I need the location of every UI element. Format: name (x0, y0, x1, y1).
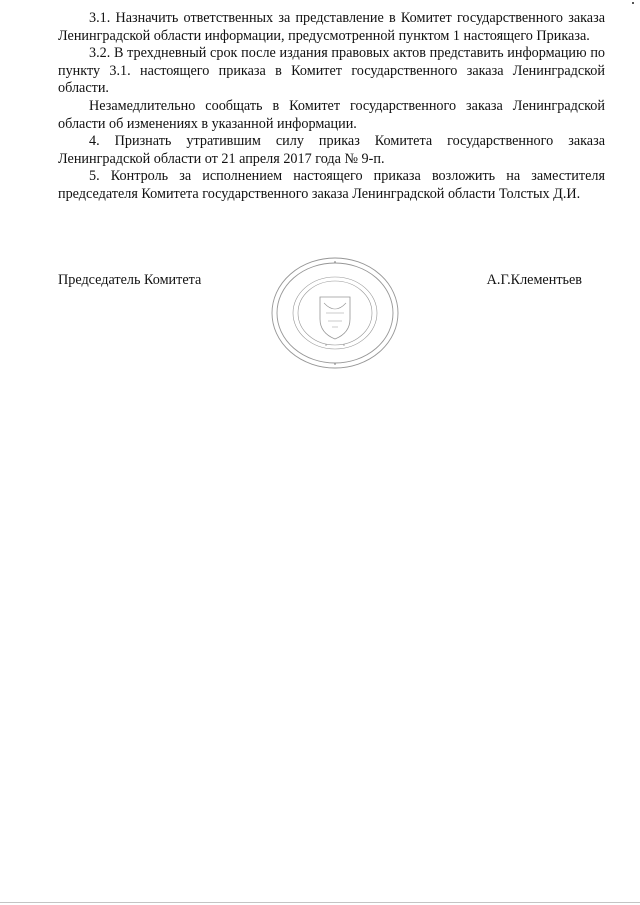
signatory-title: Председатель Комитета (58, 272, 202, 288)
paragraph-3-1: 3.1. Назначить ответственных за представление в Комитет государственного заказа Ленинградской области информации, предусмотренной пунктом 1 настоящего Приказа. (58, 10, 605, 44)
official-seal-stamp (268, 255, 402, 371)
paragraph-notify: Незамедлительно сообщать в Комитет государственного заказа Ленинградской области об изменениях в указанной информации. (58, 97, 605, 132)
scan-bottom-edge (0, 902, 640, 903)
paragraph-4: 4. Признать утратившим силу приказ Комитета государственного заказа Ленинградской области от 21 апреля 2017 года № 9-п. (58, 133, 605, 167)
paragraph-3-2: 3.2. В трехдневный срок после издания правовых актов представить информацию по пункту 3.1. настоящего приказа в Комитет государственного заказа Ленинградской области. (58, 45, 605, 97)
signatory-name: А.Г.Клементьев (486, 272, 582, 288)
scan-speck (632, 2, 634, 4)
paragraph-5: 5. Контроль за исполнением настоящего приказа возложить на заместителя председателя Комитета государственного заказа Ленинградской области Толстых Д.И. (58, 168, 605, 202)
document-body (58, 10, 605, 204)
